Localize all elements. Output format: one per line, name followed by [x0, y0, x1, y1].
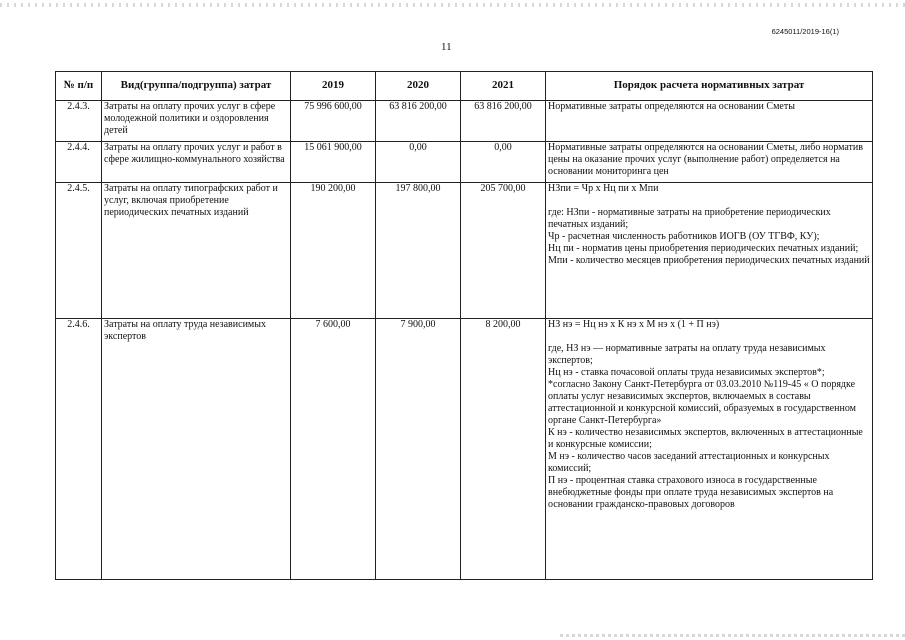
- calc-line: где, НЗ нэ — нормативные затраты на оплату труда независимых экспертов;: [548, 343, 826, 366]
- header-cost-type: Вид(группа/подгруппа) затрат: [102, 72, 291, 101]
- page-number: 11: [441, 41, 452, 53]
- calculation-method: [546, 183, 873, 319]
- header-number: № п/п: [56, 72, 102, 101]
- calculation-method: [546, 142, 873, 183]
- header-year-2020: 2020: [376, 72, 461, 101]
- scan-artifact-bottom: [560, 634, 905, 637]
- calc-line: П нэ - процентная ставка страхового износа в государственные внебюджетные фонды при оплате труда независимых экспертов на основании гражданско-правовых договоров: [548, 475, 834, 510]
- cost-type: Затраты на оплату прочих услуг и работ в сфере жилищно-коммунального хозяйства: [102, 142, 291, 183]
- value-2021: 8 200,00: [461, 319, 546, 580]
- calc-line: Чр - расчетная численность работников ИОГВ (ОУ ТГВФ, КУ);: [548, 231, 820, 242]
- value-2021: 63 816 200,00: [461, 101, 546, 142]
- value-2020: 197 800,00: [376, 183, 461, 319]
- value-2019: 75 996 600,00: [291, 101, 376, 142]
- row-number: 2.4.6.: [56, 319, 102, 580]
- calc-line: *согласно Закону Санкт-Петербурга от 03.03.2010 №119-45 « О порядке оплаты услуг независимых экспертов, включаемых в составы аттестационной и конкурсной комиссий, образуемых в государственном органе Санкт-Петербурга»: [548, 379, 856, 426]
- row-number: 2.4.3.: [56, 101, 102, 142]
- value-2019: 190 200,00: [291, 183, 376, 319]
- table-row: [56, 183, 873, 319]
- cost-type: Затраты на оплату прочих услуг в сфере молодежной политики и оздоровления детей: [102, 101, 291, 142]
- table-row: [56, 101, 873, 142]
- value-2020: 63 816 200,00: [376, 101, 461, 142]
- calc-line: где: НЗпи - нормативные затраты на приобретение периодических печатных изданий;: [548, 207, 831, 230]
- calc-formula: НЗпи = Чр х Нц пи х Мпи: [548, 183, 659, 194]
- header-year-2019: 2019: [291, 72, 376, 101]
- header-year-2021: 2021: [461, 72, 546, 101]
- calculation-method: [546, 319, 873, 580]
- row-number: 2.4.5.: [56, 183, 102, 319]
- cost-type: Затраты на оплату типографских работ и услуг, включая приобретение периодических печатных изданий: [102, 183, 291, 319]
- value-2020: 7 900,00: [376, 319, 461, 580]
- value-2020: 0,00: [376, 142, 461, 183]
- calc-line: М нэ - количество часов заседаний аттестационных и конкурсных комиссий;: [548, 451, 830, 474]
- cost-table: [55, 71, 873, 580]
- value-2019: 7 600,00: [291, 319, 376, 580]
- value-2021: 0,00: [461, 142, 546, 183]
- cost-type: Затраты на оплату труда независимых экспертов: [102, 319, 291, 580]
- header-calculation-method: Порядок расчета нормативных затрат: [546, 72, 873, 101]
- scan-artifact-top: [0, 3, 905, 7]
- calc-line: Нц пи - норматив цены приобретения периодических печатных изданий;: [548, 243, 859, 254]
- calculation-method: [546, 101, 873, 142]
- table-row: [56, 319, 873, 580]
- calc-line: Мпи - количество месяцев приобретения периодических печатных изданий: [548, 255, 870, 266]
- calc-line: Нормативные затраты определяются на основании Сметы: [548, 101, 795, 112]
- table-row: [56, 142, 873, 183]
- calc-line: Нц нэ - ставка почасовой оплаты труда независимых экспертов*;: [548, 367, 825, 378]
- calc-line: Нормативные затраты определяются на основании Сметы, либо норматив цены на оказание прочих услуг (выполнение работ) определяется на основании мониторинга цен: [548, 142, 863, 177]
- document-number: 6245011/2019-16(1): [771, 27, 839, 36]
- calc-line: К нэ - количество независимых экспертов, включенных в аттестационные и конкурсные комиссии;: [548, 427, 863, 450]
- value-2019: 15 061 900,00: [291, 142, 376, 183]
- row-number: 2.4.4.: [56, 142, 102, 183]
- value-2021: 205 700,00: [461, 183, 546, 319]
- calc-formula: НЗ нэ = Нц нэ х К нэ х М нэ х (1 + П нэ): [548, 319, 720, 330]
- table-header-row: [56, 72, 873, 101]
